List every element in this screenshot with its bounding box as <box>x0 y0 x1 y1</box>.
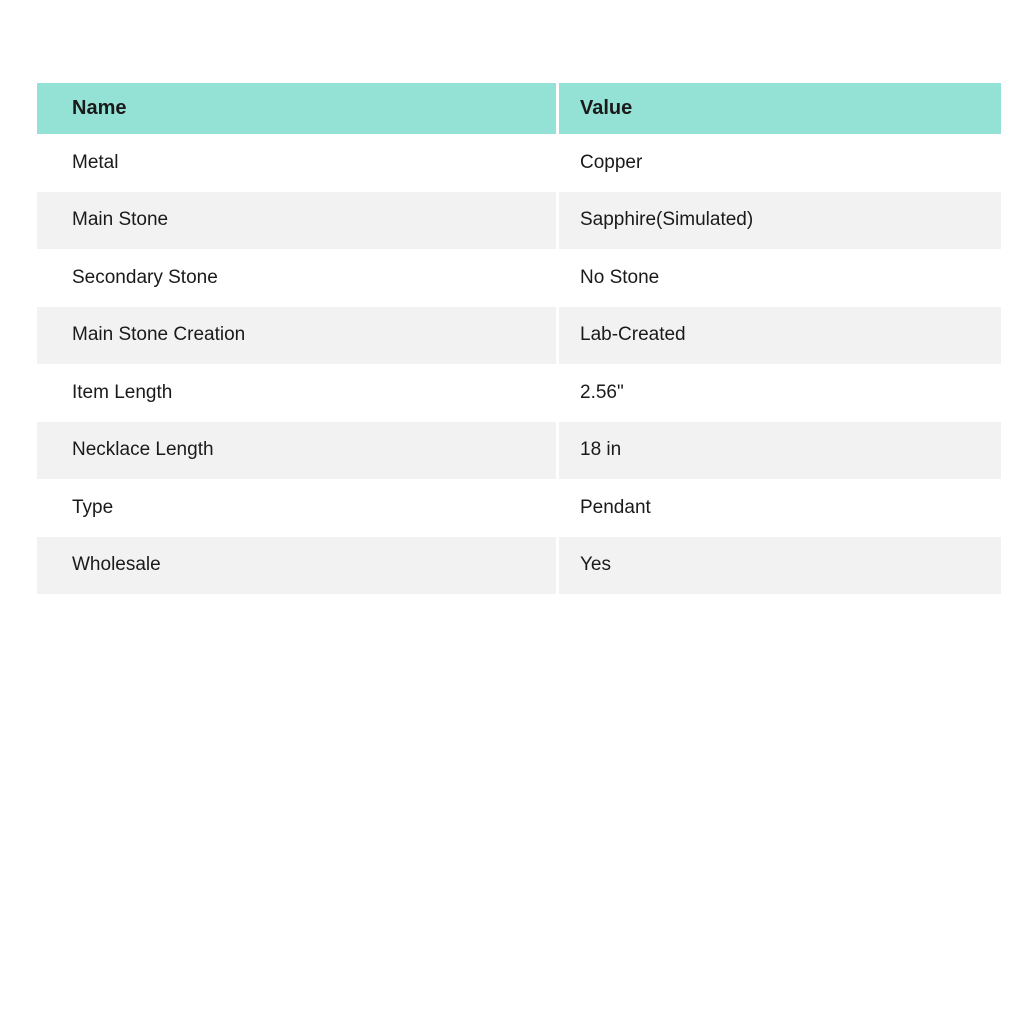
table-row <box>37 422 1001 480</box>
attribute-value-cell: Lab-Created <box>559 307 1001 365</box>
attribute-name-cell: Type <box>37 479 559 537</box>
table-row <box>37 537 1001 595</box>
attribute-value-cell: Sapphire(Simulated) <box>559 192 1001 250</box>
attribute-name-cell: Main Stone <box>37 192 559 250</box>
attribute-value-cell: 2.56" <box>559 364 1001 422</box>
attribute-value-cell: Yes <box>559 537 1001 595</box>
column-header-name: Name <box>37 83 559 134</box>
attribute-value-cell: No Stone <box>559 249 1001 307</box>
attribute-value-cell: Copper <box>559 134 1001 192</box>
product-spec-table <box>37 83 1001 594</box>
table-row <box>37 249 1001 307</box>
table-row <box>37 364 1001 422</box>
attribute-name-cell: Necklace Length <box>37 422 559 480</box>
table-row <box>37 479 1001 537</box>
table-body <box>37 134 1001 594</box>
attribute-name-cell: Metal <box>37 134 559 192</box>
attribute-name-cell: Secondary Stone <box>37 249 559 307</box>
attribute-name-cell: Wholesale <box>37 537 559 595</box>
attribute-name-cell: Main Stone Creation <box>37 307 559 365</box>
table-row <box>37 134 1001 192</box>
table-row <box>37 307 1001 365</box>
table-row <box>37 192 1001 250</box>
header-row <box>37 83 1001 134</box>
attribute-value-cell: 18 in <box>559 422 1001 480</box>
attribute-name-cell: Item Length <box>37 364 559 422</box>
table-header <box>37 83 1001 134</box>
column-header-value: Value <box>559 83 1001 134</box>
attribute-value-cell: Pendant <box>559 479 1001 537</box>
